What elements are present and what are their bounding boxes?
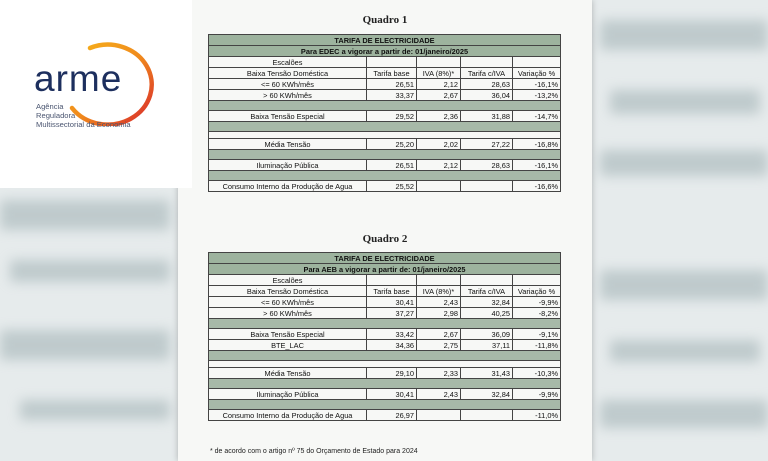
col-iva: IVA (8%)* (417, 286, 461, 297)
table-row: Consumo Interno da Produção de Agua 26,97 -11,0% (209, 410, 561, 421)
logo-wordmark: arme (34, 58, 123, 99)
quadro2-header-line1: TARIFA DE ELECTRICIDADE (209, 253, 561, 264)
document-page (178, 0, 592, 461)
table-row: Consumo Interno da Produção de Agua 25,52 -16,6% (209, 181, 561, 192)
col-variacao: Variação % (513, 286, 561, 297)
divider-band (209, 122, 561, 132)
table-row: BTE_LAC 34,36 2,75 37,11 -11,8% (209, 340, 561, 351)
table-row: Média Tensão 29,10 2,33 31,43 -10,3% (209, 368, 561, 379)
col-tarifa-civa: Tarifa c/IVA (461, 286, 513, 297)
divider-band (209, 101, 561, 111)
col-tarifa-base: Tarifa base (367, 68, 417, 79)
divider-band (209, 319, 561, 329)
table-row: Baixa Tensão Especial 29,52 2,36 31,88 -14,7% (209, 111, 561, 122)
quadro2-title: Quadro 2 (362, 233, 408, 245)
col-iva: IVA (8%)* (417, 68, 461, 79)
table-row: <= 60 KWh/mês 30,41 2,43 32,84 -9,9% (209, 297, 561, 308)
col-tarifa-base: Tarifa base (367, 286, 417, 297)
quadro1-header-line2: Para EDEC a vigorar a partir de: 01/janeiro/2025 (209, 46, 561, 57)
quadro1-table (208, 34, 561, 192)
table-row: Baixa Tensão Especial 33,42 2,67 36,09 -9,1% (209, 329, 561, 340)
divider-band (209, 351, 561, 361)
logo-subtitle: Agência Reguladora Multissectorial da Economia (36, 102, 131, 129)
table-row: Iluminação Pública 26,51 2,12 28,63 -16,1% (209, 160, 561, 171)
quadro2-table (208, 252, 561, 421)
col-escaloes: Escalões (209, 275, 367, 286)
table-row: <= 60 KWh/mês 26,51 2,12 28,63 -16,1% (209, 79, 561, 90)
quadro1-title: Quadro 1 (362, 14, 408, 26)
table-row: > 60 KWh/mês 37,27 2,98 40,25 -8,2% (209, 308, 561, 319)
divider-band (209, 150, 561, 160)
quadro1-header-line1: TARIFA DE ELECTRICIDADE (209, 35, 561, 46)
table-row: Média Tensão 25,20 2,02 27,22 -16,8% (209, 139, 561, 150)
divider-band (209, 171, 561, 181)
divider-band (209, 379, 561, 389)
col-variacao: Variação % (513, 68, 561, 79)
divider-band (209, 400, 561, 410)
table-row: Iluminação Pública 30,41 2,43 32,84 -9,9% (209, 389, 561, 400)
col-escaloes: Escalões (209, 57, 367, 68)
footnote: * de acordo com o artigo nº 75 do Orçamento de Estado para 2024 (210, 448, 418, 455)
table-row: > 60 KWh/mês 33,37 2,67 36,04 -13,2% (209, 90, 561, 101)
col-group: Baixa Tensão Doméstica (209, 286, 367, 297)
quadro2-header-line2: Para AEB a vigorar a partir de: 01/janeiro/2025 (209, 264, 561, 275)
arme-logo-card (0, 0, 192, 188)
col-tarifa-civa: Tarifa c/IVA (461, 68, 513, 79)
col-group: Baixa Tensão Doméstica (209, 68, 367, 79)
